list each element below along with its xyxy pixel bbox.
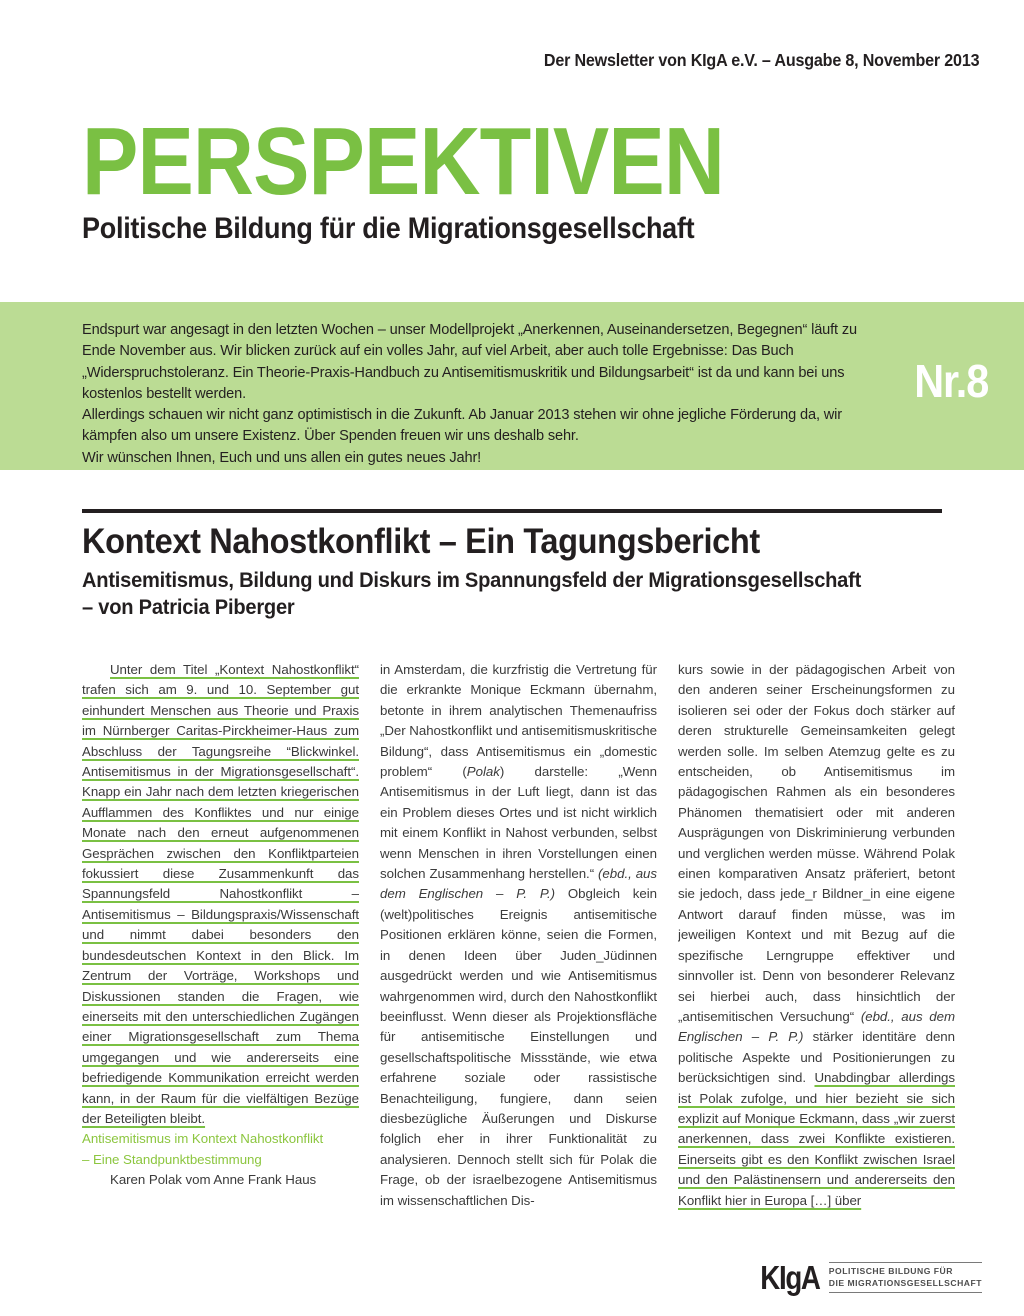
column3-italic-1: (ebd., aus dem Englischen – P. P.) <box>678 1008 955 1045</box>
column2-italic-1: Polak <box>466 764 500 780</box>
article-subhead <box>82 567 905 621</box>
section-heading-line-2: – Eine Standpunktbestimmung <box>82 1151 262 1167</box>
article-subhead-line-1: Antisemitismus, Bildung und Diskurs im Spannungsfeld der Migrationsgesellschaft <box>82 568 862 593</box>
column1-section-heading <box>82 1129 359 1170</box>
column2-italic-2: (ebd., aus dem Englischen – P. P.) <box>380 866 657 902</box>
section-heading-line-1: Antisemitismus im Kontext Nahostkonflikt <box>82 1131 324 1147</box>
column2-part-2: ) darstelle: „Wenn Antisemitismus in der Luft liegt, dann ist das ein Problem dieses Ortes und ist nicht wirklich mit einem Konflikt in Nahost verbunden, selbst wenn Menschen in ihren Vorstellungen einen solchen Zusammenhang herstellen.“ <box>380 764 657 882</box>
column2-part-3: Obgleich kein (welt)politisches Ereignis antisemitische Positionen erklären könne, seien die Formen, in denen Ideen über Juden_Jüdinnen ausgedrückt werden und wie Antisemitismus wahrgenommen wird, durch den Nahostkonflikt beeinflusst. Wenn dieser als Projektionsfläche für antisemitische Einstellungen und gesellschaftspolitische Missstände, wie etwa erfahrene soziale oder rassistische Benachteiligung, fungiere, dann seien diesbezügliche Äußerungen und Diskurse folglich eher in ihrer Funktionalität zu analysieren. Dennoch stellt sich für Polak die Frage, ob der israelbezogene Antisemitismus im wissenschaftlichen Dis- <box>380 886 657 1208</box>
issue-number-badge: Nr.8 <box>914 355 988 407</box>
article-body-columns <box>82 660 956 1265</box>
column3-paragraph <box>678 660 955 1211</box>
article-subhead-line-2: – von Patricia Piberger <box>82 595 295 620</box>
article-headline: Kontext Nahostkonflikt – Ein Tagungsbericht <box>82 522 760 561</box>
highlighted-text: Unter dem Titel „Kontext Nahostkonflikt“ trafen sich am 9. und 10. September gut einhundert Menschen aus Theorie und Praxis im Nürnberger Caritas-Pirckheimer-Haus zum Abschluss der Tagungsreihe “Blickwinkel. Antisemitismus in der Migrationsgesellschaft“. Knapp ein Jahr nach dem letzten kriegerischen Aufflammen des Konfliktes und nur einige Monate nach den erneut aufgenommenen Gesprächen zwischen den Konfliktparteien fokussiert diese Zusammenkunft das Spannungsfeld Nahostkonflikt – Antisemitismus – Bildungspraxis/Wissenschaft und nimmt dabei besonders den bundesdeutschen Kontext in den Blick. Im Zentrum der Vorträge, Workshops und Diskussionen standen die Fragen, wie einerseits mit den unterschiedlichen Zugängen einer Migrationsgesellschaft zum Thema umgegangen und wie andererseits eine befriedigende Kommunikation erreicht werden kann, in der Raum für die vielfältigen Bezüge der Beteiligten bleibt. <box>82 662 359 1126</box>
article-top-rule <box>82 509 942 513</box>
article-column-1 <box>82 660 359 1265</box>
logo-tagline-line-2: DIE MIGRATIONSGESELLSCHAFT <box>828 1277 982 1288</box>
masthead-subtitle: Politische Bildung für die Migrationsgesellschaft <box>82 212 695 246</box>
article-header <box>82 522 962 621</box>
kiga-logo <box>749 1261 982 1294</box>
column3-highlighted-tail: Unabdingbar allerdings ist Polak zufolge, und hier bezieht sie sich explizit auf Monique Eckmann, dass „wir zuerst anerkennen, dass zwei Konflikte existieren. Einerseits gibt es den Konflikt zwischen Israel und den Palästinensern und andererseits den Konflikt hier in Europa […] über <box>678 1070 955 1208</box>
masthead <box>82 108 942 246</box>
column3-part-2: stärker identitäre denn politische Aspekte und Positionierungen zu berücksichtigen sind. <box>678 1029 955 1086</box>
logo-tagline-line-1: POLITISCHE BILDUNG FÜR <box>828 1265 953 1276</box>
article-column-2 <box>380 660 657 1265</box>
column2-paragraph <box>380 660 657 1211</box>
kiga-logo-tagline <box>829 1262 982 1294</box>
column1-intro-paragraph <box>82 660 359 1129</box>
intro-paragraph-2: Allerdings schauen wir nicht ganz optimistisch in die Zukunft. Ab Januar 2013 stehen wir ohne jegliche Förderung da, wir kämpfen also um unsere Existenz. Über Spenden freuen wir uns deshalb sehr. <box>82 407 842 445</box>
column1-tail-paragraph: Karen Polak vom Anne Frank Haus <box>110 1172 317 1188</box>
masthead-title: PERSPEKTIVEN <box>82 108 724 215</box>
intro-paragraph-1: Endspurt war angesagt in den letzten Wochen – unser Modellprojekt „Anerkennen, Auseinandersetzen, Begegnen“ läuft zu Ende November aus. Wir blicken zurück auf ein volles Jahr, auf viel Arbeit, aber auch tolle Ergebnisse: Das Buch „Widerspruchstoleranz. Ein Theorie-Praxis-Handbuch zu Antisemitismuskritik und Bildungsarbeit“ ist da und kann bei uns kostenlos bestellt werden. <box>82 322 857 402</box>
article-column-3 <box>678 660 955 1265</box>
kiga-logo-wordmark: KIgA <box>760 1259 820 1296</box>
intro-text <box>82 320 860 469</box>
column2-part-1: in Amsterdam, die kurzfristig die Vertretung für die erkrankte Monique Eckmann übernahm, betonte in ihrem analytischen Themenaufriss „Der Nahostkonflikt und antisemitismuskritische Bildung“, dass Antisemitismus ein „domestic problem“ ( <box>380 662 657 780</box>
intro-paragraph-3: Wir wünschen Ihnen, Euch und uns allen ein gutes neues Jahr! <box>82 449 482 466</box>
column3-part-1: kurs sowie in der pädagogischen Arbeit von den anderen seiner Erscheinungsformen zu isolieren sei oder der Fokus doch stärker auf deren strukturelle Gemeinsamkeiten gelegt werden solle. Im selben Atemzug gelte es zu entscheiden, ob Antisemitismus im pädagogischen Rahmen als ein besonderes Phänomen thematisiert oder mit anderen Ausprägungen von Diskriminierung verbunden und verglichen werden müsse. Während Polak einen komparativen Ansatz präferiert, betont sie jedoch, dass jede_r Bildner_in eine eigene Antwort darauf finden müsse, was im jeweiligen Kontext und mit Bezug auf die spezifische Lerngruppe effektiver und sinnvoller ist. Denn von besonderer Relevanz sei hierbei auch, dass hinsichtlich der „antisemitischen Versuchung“ <box>678 662 955 1024</box>
newsletter-kicker: Der Newsletter von KIgA e.V. – Ausgabe 8, November 2013 <box>543 50 979 70</box>
